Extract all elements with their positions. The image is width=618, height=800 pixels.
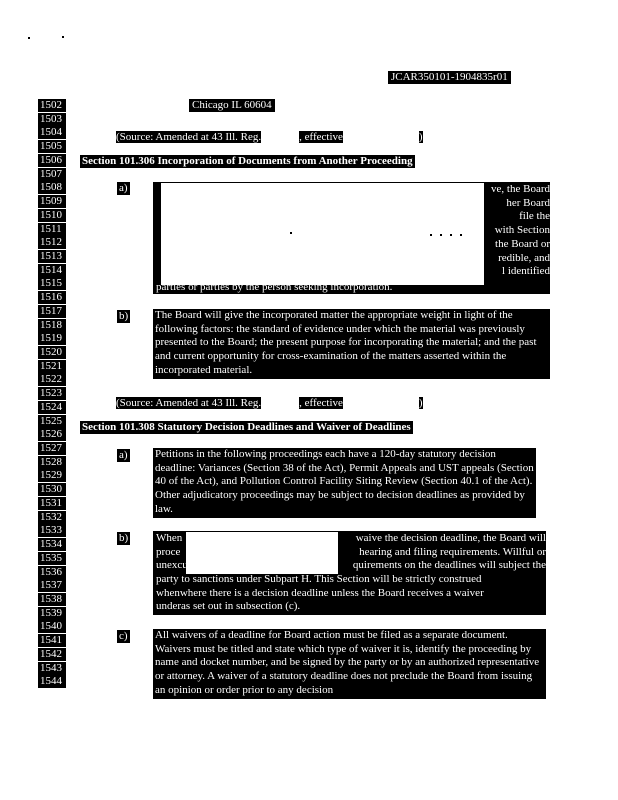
line-number: 1542 (38, 648, 66, 661)
line-number: 1522 (38, 373, 66, 386)
line-end: ve, the Board (491, 183, 550, 195)
document-id: JCAR350101-1904835r01 (388, 71, 511, 84)
line-number: 1504 (38, 126, 66, 139)
line: whenwhere there is a decision deadline unless the Board receives a waiver (156, 586, 484, 599)
line-number: 1539 (38, 607, 66, 620)
line-end: file the (519, 210, 550, 223)
line-number: 1544 (38, 675, 66, 688)
line-number: 1508 (38, 181, 66, 194)
line-number: 1541 (38, 634, 66, 647)
section-heading: Section 101.308 Statutory Decision Deadlines and Waiver of Deadlines (82, 421, 411, 433)
line-number: 1523 (38, 387, 66, 400)
line-number: 1532 (38, 511, 66, 524)
address-line: Chicago IL 60604 (189, 99, 275, 112)
redacted-area (186, 532, 338, 574)
line-number: 1526 (38, 428, 66, 441)
source-suffix: ) (418, 131, 423, 143)
line-start: proce (156, 545, 181, 558)
line-number: 1503 (38, 113, 66, 126)
line-start: When (156, 532, 183, 544)
subsection-b-text: The Board will give the incorporated matter the appropriate weight in light of the following factors: the standard of evidence under which the material was previously presented to the Board; the present purpose for incorporating the material; and the past and current opportunity for cross-examination of the matters asserted within the incorporated material. (153, 309, 550, 379)
redaction-specks (430, 234, 480, 237)
line-number: 1505 (38, 140, 66, 153)
subsection-b-line-starts (156, 532, 188, 573)
line-number: 1528 (38, 456, 66, 469)
subsection-label: a) (119, 182, 128, 194)
speck (290, 232, 292, 234)
line-number: 1543 (38, 662, 66, 675)
line-number: 1506 (38, 154, 66, 167)
line-number: 1519 (38, 332, 66, 345)
subsection-label: b) (119, 532, 129, 544)
line-end: the Board or (495, 237, 550, 250)
line-number: 1527 (38, 442, 66, 455)
line-end: redible, and (498, 251, 550, 264)
subsection-c-text: All waivers of a deadline for Board action must be filed as a separate document. Waivers must be titled and state which type of waiver it is, identify the proceeding by name and docket number, and be signed by the party or by an authorized representative or attorney. A waiver of a statutory deadline does not preclude the Board from issuing an opinion or order prior to any decision (153, 629, 546, 699)
line-number: 1515 (38, 277, 66, 290)
line-start: unexcu (156, 559, 188, 572)
line-number: 1512 (38, 236, 66, 249)
line-number: 1524 (38, 401, 66, 414)
line-number: 1509 (38, 195, 66, 208)
line-number: 1518 (38, 319, 66, 332)
subsection-label: c) (119, 630, 128, 642)
line: underas set out in subsection (c). (156, 600, 301, 613)
line-number: 1521 (38, 360, 66, 373)
source-note (116, 393, 423, 409)
line-number: 1538 (38, 593, 66, 606)
source-effective: , effective (299, 397, 343, 409)
subsection-b-full-lines (156, 573, 484, 614)
line-number: 1525 (38, 415, 66, 428)
line-number: 1531 (38, 497, 66, 510)
line-number: 1533 (38, 524, 66, 537)
source-effective: , effective (299, 131, 343, 143)
subsection-a-line-ends (484, 183, 550, 279)
subsection-label: b) (119, 310, 129, 322)
subsection-label: a) (119, 449, 128, 461)
subsection-a-last-line: parties or parties by the person seeking incorporation. (156, 281, 393, 293)
line-number: 1536 (38, 566, 66, 579)
line-number: 1530 (38, 483, 66, 496)
source-note (116, 127, 423, 143)
line-end: with Section (494, 224, 550, 237)
source-prefix: (Source: Amended at 43 Ill. Reg. (116, 397, 262, 409)
line-number: 1502 (38, 99, 66, 112)
subsection-b-line-ends (338, 532, 546, 573)
scan-speck (28, 37, 30, 39)
line-number: 1529 (38, 469, 66, 482)
source-prefix: (Source: Amended at 43 Ill. Reg. (116, 131, 262, 143)
line-number: 1510 (38, 209, 66, 222)
section-heading: Section 101.306 Incorporation of Documents from Another Proceeding (82, 155, 413, 167)
line-number: 1507 (38, 168, 66, 181)
line-end: waive the decision deadline, the Board will (355, 532, 546, 544)
line-number: 1513 (38, 250, 66, 263)
line-number: 1520 (38, 346, 66, 359)
line-end: quirements on the deadlines will subject the (352, 559, 546, 572)
line-end: hearing and filing requirements. Willful or (359, 545, 546, 558)
line-number: 1517 (38, 305, 66, 318)
line-number: 1534 (38, 538, 66, 551)
line-number: 1535 (38, 552, 66, 565)
subsection-a-text: Petitions in the following proceedings each have a 120-day statutory decision deadline: Variances (Section 38 of the Act), Permit Appeals and UST appeals (Section 40 of the Act), and Pollution Control Facility Siting Review (Section 40.1 of the Act). Other adjudicatory proceedings may be subject to decision deadlines as provided by law. (153, 448, 536, 518)
line-end: l identified (502, 265, 550, 278)
line-number: 1516 (38, 291, 66, 304)
line-number: 1537 (38, 579, 66, 592)
source-suffix: ) (418, 397, 423, 409)
line-number: 1511 (38, 223, 66, 236)
scan-speck (62, 36, 64, 38)
line-end: her Board (506, 196, 550, 209)
line-number: 1540 (38, 620, 66, 633)
line-number: 1514 (38, 264, 66, 277)
line: party to sanctions under Subpart H. This Section will be strictly construed (156, 573, 482, 585)
